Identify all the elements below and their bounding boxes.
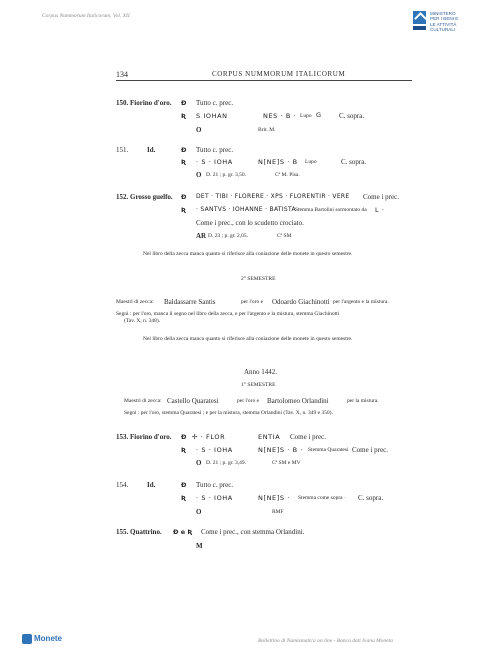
series-title: Corpus Nummorum Italicorum, Vol. XII — [42, 13, 130, 19]
running-title: CORPUS NUMMORUM ITALICORUM — [212, 70, 346, 78]
entry-150-rev-b: NES · B · — [263, 112, 297, 120]
note-missing-1: Nel libro della zecca manca quanto si riferisce alla coniazione delle monete in questo semestre. — [143, 251, 353, 257]
entry-151-denomination: Id. — [147, 146, 156, 154]
entry-150-label: 150. Fiorino d'oro. — [116, 99, 172, 107]
semester-2-heading: 2° SEMESTRE — [241, 276, 276, 282]
mint-master-2: Odoardo Giachinotti — [272, 298, 330, 306]
entry-155-label: 155. Quattrino. — [116, 528, 162, 536]
entry-152-collection: Cª SM — [277, 233, 292, 239]
ministry-logo-text: MINISTERO PER I BENI E LE ATTIVITÀ CULTURALI — [430, 11, 459, 32]
entry-154-rev-c: C. sopra. — [358, 494, 384, 502]
page-number: 134 — [116, 70, 128, 79]
entry-151-rev-a: · S · IOHA — [196, 158, 233, 166]
entry-153-rev-b: N[NE]S · B · — [258, 446, 304, 454]
entry-154-rev-b: N[NE]S · — [258, 494, 290, 502]
entry-151-collection: Cª M. Pisa. — [275, 172, 300, 178]
mint-master-1: Baldassarre Santis — [164, 298, 216, 306]
entry-150-rev-note: C. sopra. — [339, 112, 365, 120]
ministry-flag-icon — [413, 26, 426, 30]
reverse-symbol: Ʀ — [181, 446, 187, 454]
obverse-symbol: Ð — [181, 433, 187, 441]
entry-155-metal: M — [196, 542, 203, 550]
obverse-reverse-symbols: Ð e Ʀ — [173, 528, 193, 536]
entry-153-obv-b: ENTIA — [258, 433, 281, 441]
entry-150-mark: G — [316, 111, 322, 119]
entry-153-rev-c: Come i prec. — [352, 446, 388, 454]
reverse-symbol: Ʀ — [181, 206, 187, 214]
semester-1-heading: 1° SEMESTRE — [241, 382, 276, 388]
entry-151-number: 151. — [116, 146, 129, 154]
entry-151-metal: O — [196, 171, 202, 179]
entry-151-obverse: Tutto c. prec. — [196, 146, 234, 154]
entry-151-lupo: Lupo — [305, 159, 317, 165]
mint-signs-1: Segni : per l'oro, manca il segno nel libro della zecca, e per l'argento e la mistura, stemma Giachinotti — [116, 311, 340, 317]
obverse-symbol: Ð — [181, 481, 187, 489]
mint-signs-2: Segni : per l'oro, stemma Quaratesi ; e per la mistura, stemma Orlandini (Tav. X, n. 349 e 350). — [124, 410, 333, 416]
obverse-symbol: Ð — [181, 193, 187, 201]
obverse-symbol: Ð — [181, 146, 187, 154]
mint-signs-1-ref: (Tav. X, n. 348). — [124, 318, 161, 324]
entry-151-rev-b: N[NE]S · B — [258, 158, 298, 166]
mint-master-3-role: per l'oro e — [237, 398, 260, 404]
mint-master-3: Castello Quaratesi — [167, 397, 219, 405]
entry-155-text: Come i prec., con stemma Orlandini. — [201, 528, 305, 536]
entry-150-metal: O — [196, 126, 202, 134]
entry-152-obverse: DET · TIBI · FLORERE · XPS · FLORENTIR · VERE — [196, 193, 350, 200]
entry-152-metal: AR — [196, 232, 207, 240]
header-rule — [116, 80, 412, 81]
entry-153-collection: Cª SM e MV — [272, 460, 301, 466]
entry-154-denomination: Id. — [147, 481, 156, 489]
mint-master-2-role: per l'argento e la mistura. — [333, 299, 389, 305]
entry-152-meta: D. 23 ; p. gr. 2,05. — [208, 233, 249, 239]
footer-credit: Bollettino di Numismatica on line - Banca dati Ivana Moneta — [258, 638, 393, 644]
mint-masters-label-2: Maestri di zecca: — [124, 398, 162, 404]
monete-logo: Monete — [34, 634, 62, 643]
entry-153-label: 153. Fiorino d'oro. — [116, 433, 172, 441]
mint-masters-label: Maestri di zecca: — [116, 299, 154, 305]
entry-152-reverse-2: Come i prec., con lo scudetto crociato. — [196, 219, 304, 227]
mint-master-4-role: per la mistura. — [347, 398, 379, 404]
entry-154-metal: O — [196, 508, 202, 516]
entry-153-rev-a: · S · IOHA — [196, 446, 233, 454]
entry-151-rev-note: C. sopra. — [341, 158, 367, 166]
ministry-logo-icon — [413, 11, 426, 24]
entry-153-obv-a: ✢ · FLOR — [192, 433, 226, 441]
entry-154-obverse: Tutto c. prec. — [196, 481, 234, 489]
entry-154-rev-a: · S · IOHA — [196, 494, 233, 502]
entry-150-rev-a: S IOHAN — [196, 112, 228, 120]
entry-151-meta: D. 21 ; p. gr. 3,50. — [206, 172, 247, 178]
reverse-symbol: Ʀ — [181, 494, 187, 502]
entry-153-meta: D. 21 ; p. gr. 3,49. — [206, 460, 247, 466]
entry-152-label: 152. Grosso guelfo. — [116, 193, 173, 201]
entry-152-obverse-note: Come i prec. — [363, 193, 399, 201]
year-heading: Anno 1442. — [244, 368, 278, 376]
entry-150-lupo: Lupo — [300, 113, 312, 119]
entry-150-obverse: Tutto c. prec. — [196, 99, 234, 107]
entry-152-reverse-note: Stemma Bartolini sormontato da — [295, 207, 367, 213]
entry-154-rev-note: Stemma come sopra · — [298, 495, 346, 501]
entry-153-obv-note: Come i prec. — [290, 433, 326, 441]
obverse-symbol: Ð — [181, 99, 187, 107]
entry-153-rev-note: Stemma Quaratesi — [308, 447, 349, 453]
monete-logo-icon — [22, 634, 32, 644]
entry-154-number: 154. — [116, 481, 129, 489]
mint-master-4: Bartolomeo Orlandini — [267, 397, 329, 405]
entry-154-collection: RMF — [272, 509, 284, 515]
reverse-symbol: Ʀ — [181, 158, 187, 166]
entry-153-metal: O — [196, 459, 202, 467]
entry-152-mark: L · — [375, 206, 385, 214]
note-missing-2: Nel libro della zecca manca quanto si riferisce alla coniazione delle monete in questo semestre. — [143, 336, 353, 342]
entry-152-reverse: · SANTVS · IOHANNE · BATISTA · — [196, 206, 301, 213]
reverse-symbol: Ʀ — [181, 112, 187, 120]
mint-master-1-role: per l'oro e — [241, 299, 264, 305]
entry-150-collection: Brit. M. — [258, 127, 276, 133]
